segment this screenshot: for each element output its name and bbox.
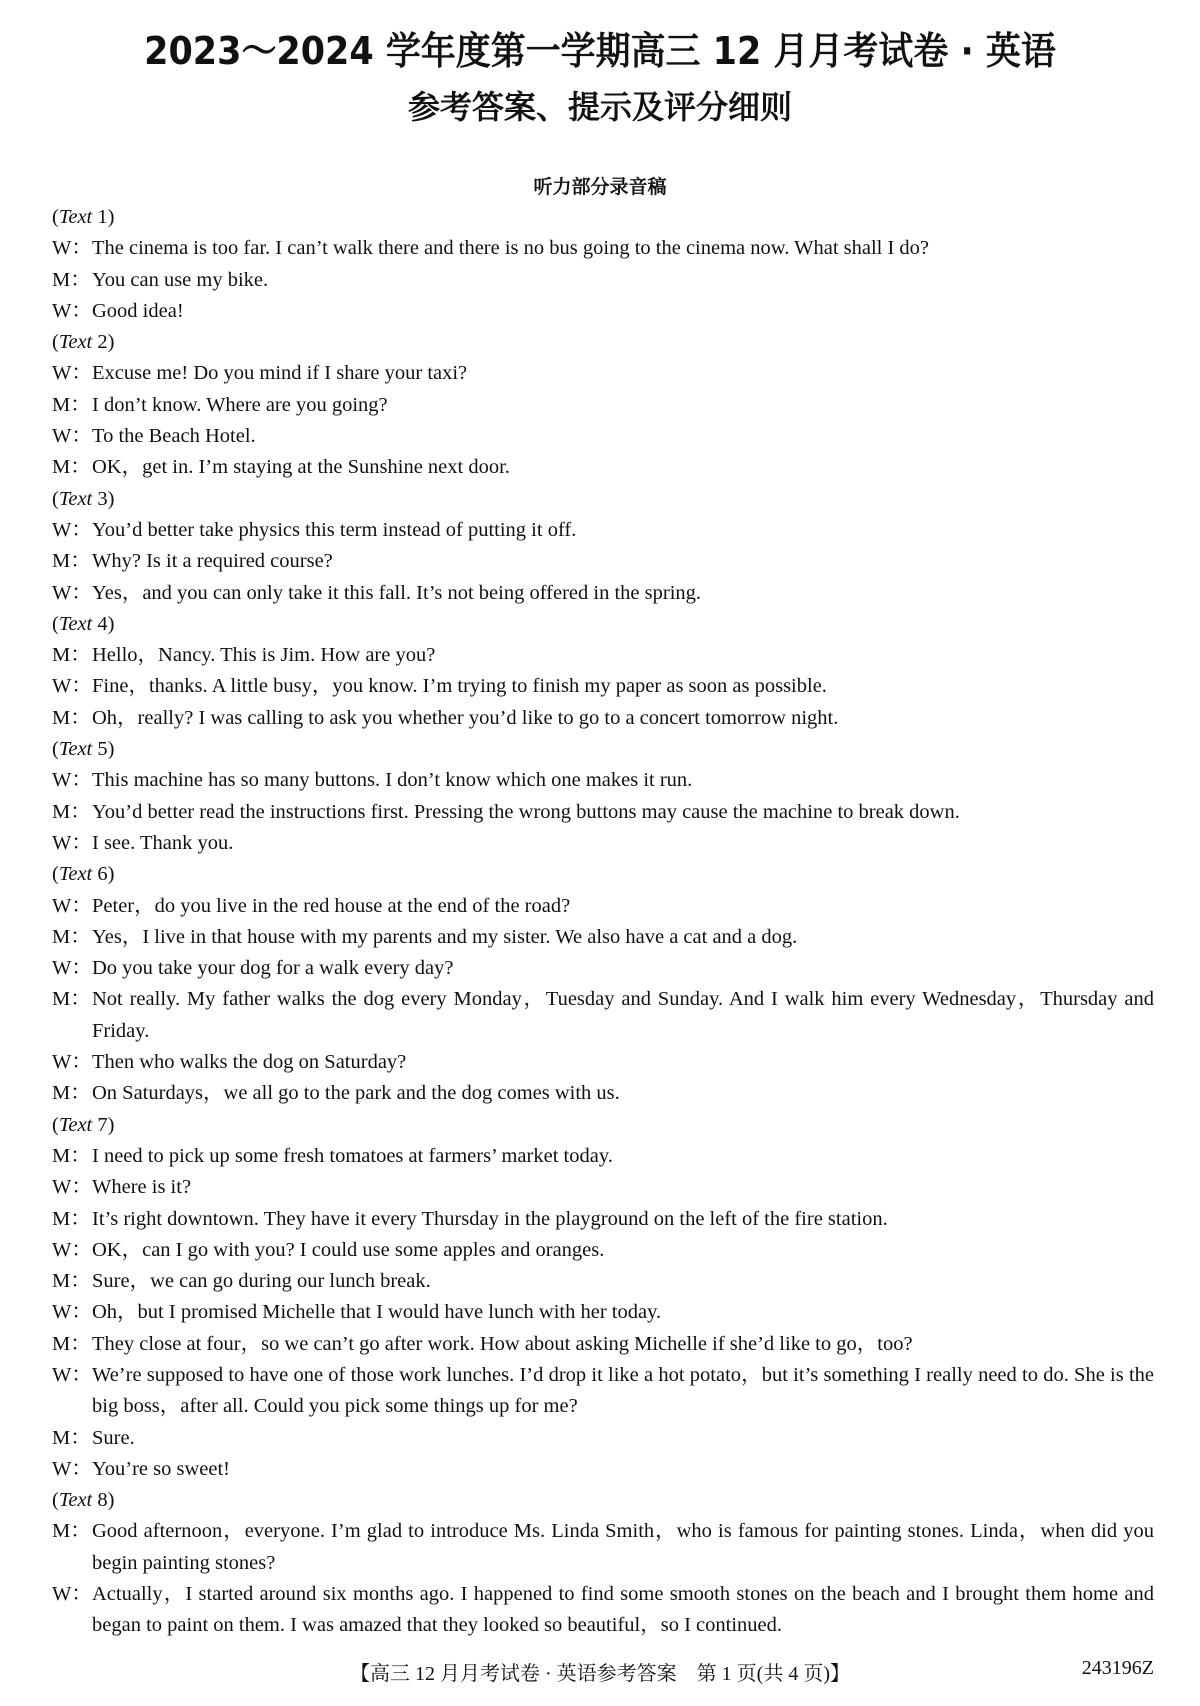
- dialogue-text: I need to pick up some fresh tomatoes at farmers’ market today.: [92, 1144, 613, 1167]
- speaker-label: M：: [52, 1270, 91, 1293]
- dialogue-line: [52, 828, 1154, 859]
- dialogue-text: Hello，Nancy. This is Jim. How are you?: [92, 644, 436, 667]
- footer-code: 243196Z: [1081, 1657, 1154, 1679]
- dialogue-line: [52, 1516, 1154, 1579]
- dialogue-text: We’re supposed to have one of those work lunches. I’d drop it like a hot potato，but it’s something I really need to do. She is the big boss，after all. Could you pick some things up for me?: [92, 1363, 1154, 1418]
- dialogue-line: [52, 891, 1154, 922]
- dialogue-text: Oh，really? I was calling to ask you whether you’d like to go to a concert tomorrow night.: [92, 706, 839, 729]
- speaker-label: W：: [52, 831, 92, 854]
- dialogue-line: [52, 452, 1154, 483]
- text-number: 7: [97, 1113, 108, 1136]
- text-number: 6: [97, 863, 108, 886]
- text-heading: (Text 4): [52, 612, 115, 635]
- dialogue-line: [52, 546, 1154, 577]
- footer-page-info: 【高三 12 月月考试卷 · 英语参考答案 第 1 页(共 4 页)】: [350, 1663, 850, 1685]
- speaker-label: M：: [52, 925, 91, 948]
- speaker-label: M：: [52, 1082, 91, 1105]
- speaker-label: W：: [52, 894, 92, 917]
- speaker-label: M：: [52, 800, 91, 823]
- dialogue-line: [52, 703, 1154, 734]
- text-label: Text: [58, 1489, 93, 1512]
- text-label: Text: [58, 863, 93, 886]
- text-number: 3: [97, 487, 108, 510]
- dialogue-line: [52, 1579, 1154, 1642]
- dialogue-line: [52, 578, 1154, 609]
- dialogue-line: [52, 233, 1154, 264]
- dialogue-line: [52, 1078, 1154, 1109]
- text-number: 1: [97, 206, 108, 228]
- dialogue-line: [52, 1423, 1154, 1454]
- text-number: 8: [97, 1489, 108, 1512]
- dialogue-text: Why? Is it a required course?: [92, 550, 333, 573]
- speaker-label: W：: [52, 1238, 92, 1261]
- text-label: Text: [58, 331, 93, 354]
- dialogue-line: [52, 358, 1154, 389]
- text-heading: (Text 7): [52, 1113, 115, 1136]
- dialogue-text: Excuse me! Do you mind if I share your taxi?: [92, 362, 468, 385]
- speaker-label: M：: [52, 706, 91, 729]
- text-heading: (Text 6): [52, 863, 115, 886]
- dialogue-text: It’s right downtown. They have it every Thursday in the playground on the left of the fire station.: [92, 1207, 888, 1230]
- section-heading: 听力部分录音稿: [533, 176, 667, 198]
- text-label: Text: [58, 612, 93, 635]
- dialogue-text: Yes，I live in that house with my parents and my sister. We also have a cat and a dog.: [92, 925, 798, 948]
- dialogue-line: [52, 265, 1154, 296]
- dialogue-text: They close at four，so we can’t go after work. How about asking Michelle if she’d like to go，too?: [92, 1332, 913, 1355]
- dialogue-line: [52, 1141, 1154, 1172]
- speaker-label: M：: [52, 1520, 91, 1543]
- speaker-label: M：: [52, 456, 91, 479]
- dialogue-text: You’re so sweet!: [92, 1457, 230, 1480]
- speaker-label: M：: [52, 268, 91, 291]
- speaker-label: W：: [52, 1176, 92, 1199]
- speaker-label: W：: [52, 1301, 92, 1324]
- text-heading: (Text 5): [52, 738, 115, 761]
- text-number: 4: [97, 612, 108, 635]
- document-subtitle: 参考答案、提示及评分细则: [407, 88, 792, 126]
- dialogue-line: [52, 1360, 1154, 1423]
- dialogue-line: [52, 515, 1154, 546]
- text-heading: (Text 1): [52, 206, 115, 228]
- dialogue-text: To the Beach Hotel.: [92, 425, 256, 448]
- speaker-label: W：: [52, 1363, 92, 1386]
- speaker-label: M：: [52, 393, 91, 416]
- dialogue-line: [52, 671, 1154, 702]
- dialogue-text: On Saturdays，we all go to the park and the dog comes with us.: [92, 1082, 620, 1105]
- dialogue-line: [52, 296, 1154, 327]
- dialogue-text: Good idea!: [92, 299, 184, 322]
- text-label: Text: [58, 206, 93, 228]
- dialogue-line: [52, 1297, 1154, 1328]
- speaker-label: W：: [52, 581, 92, 604]
- dialogue-line: [52, 390, 1154, 421]
- dialogue-text: Sure，we can go during our lunch break.: [92, 1270, 431, 1293]
- dialogue-text: Oh，but I promised Michelle that I would have lunch with her today.: [92, 1301, 662, 1324]
- dialogue-text: Fine，thanks. A little busy，you know. I’m trying to finish my paper as soon as possible.: [92, 675, 827, 698]
- dialogue-text: You can use my bike.: [92, 268, 269, 291]
- text-heading: (Text 2): [52, 331, 115, 354]
- speaker-label: M：: [52, 988, 91, 1011]
- text-label: Text: [58, 738, 93, 761]
- text-number: 5: [97, 738, 108, 761]
- dialogue-line: [52, 421, 1154, 452]
- dialogue-text: OK，get in. I’m staying at the Sunshine next door.: [92, 456, 510, 479]
- dialogue-line: [52, 1235, 1154, 1266]
- speaker-label: W：: [52, 1457, 92, 1480]
- dialogue-text: OK，can I go with you? I could use some apples and oranges.: [92, 1238, 605, 1261]
- dialogue-line: [52, 1266, 1154, 1297]
- dialogue-text: Where is it?: [92, 1176, 192, 1199]
- listening-transcript: [52, 202, 1154, 1642]
- speaker-label: W：: [52, 237, 92, 260]
- dialogue-line: [52, 922, 1154, 953]
- speaker-label: M：: [52, 644, 91, 667]
- dialogue-line: [52, 1172, 1154, 1203]
- dialogue-line: [52, 1204, 1154, 1235]
- speaker-label: M：: [52, 550, 91, 573]
- dialogue-text: I see. Thank you.: [92, 831, 234, 854]
- dialogue-line: [52, 797, 1154, 828]
- speaker-label: W：: [52, 769, 92, 792]
- speaker-label: W：: [52, 299, 92, 322]
- document-title: 2023～2024 学年度第一学期高三 12 月月考试卷 · 英语: [144, 29, 1056, 73]
- text-number: 2: [97, 331, 108, 354]
- dialogue-text: Good afternoon，everyone. I’m glad to introduce Ms. Linda Smith，who is famous for painting stones. Linda，when did you begin painting stones?: [92, 1520, 1154, 1574]
- speaker-label: W：: [52, 675, 92, 698]
- dialogue-line: [52, 953, 1154, 984]
- dialogue-text: Sure.: [92, 1426, 135, 1449]
- text-heading: (Text 3): [52, 487, 115, 510]
- speaker-label: M：: [52, 1144, 91, 1167]
- dialogue-text: Actually，I started around six months ago. I happened to find some smooth stones on the beach and I brought them home and began to paint on them. I was amazed that they looked so beautiful，so I continued.: [92, 1583, 1154, 1637]
- speaker-label: M：: [52, 1332, 91, 1355]
- dialogue-text: You’d better read the instructions first. Pressing the wrong buttons may cause the machine to break down.: [92, 800, 960, 823]
- text-label: Text: [58, 1113, 93, 1136]
- dialogue-line: [52, 1047, 1154, 1078]
- dialogue-text: Yes，and you can only take it this fall. It’s not being offered in the spring.: [92, 581, 702, 604]
- text-label: Text: [58, 487, 93, 510]
- dialogue-text: Then who walks the dog on Saturday?: [92, 1051, 407, 1074]
- speaker-label: M：: [52, 1207, 91, 1230]
- speaker-label: W：: [52, 1051, 92, 1074]
- dialogue-text: Do you take your dog for a walk every day?: [92, 957, 454, 980]
- dialogue-line: [52, 765, 1154, 796]
- speaker-label: W：: [52, 518, 92, 541]
- speaker-label: W：: [52, 1583, 92, 1606]
- dialogue-text: Peter，do you live in the red house at the end of the road?: [92, 894, 571, 917]
- dialogue-text: The cinema is too far. I can’t walk there and there is no bus going to the cinema now. What shall I do?: [92, 237, 930, 260]
- speaker-label: W：: [52, 957, 92, 980]
- dialogue-line: [52, 1329, 1154, 1360]
- dialogue-line: [52, 640, 1154, 671]
- speaker-label: W：: [52, 362, 92, 385]
- speaker-label: W：: [52, 425, 92, 448]
- dialogue-text: Not really. My father walks the dog every Monday，Tuesday and Sunday. And I walk him every Wednesday，Thursday and Friday.: [92, 988, 1154, 1042]
- dialogue-text: This machine has so many buttons. I don’t know which one makes it run.: [92, 769, 693, 792]
- dialogue-line: [52, 984, 1154, 1047]
- speaker-label: M：: [52, 1426, 91, 1449]
- dialogue-text: I don’t know. Where are you going?: [92, 393, 388, 416]
- dialogue-line: [52, 1454, 1154, 1485]
- text-heading: (Text 8): [52, 1489, 115, 1512]
- dialogue-text: You’d better take physics this term instead of putting it off.: [92, 518, 577, 541]
